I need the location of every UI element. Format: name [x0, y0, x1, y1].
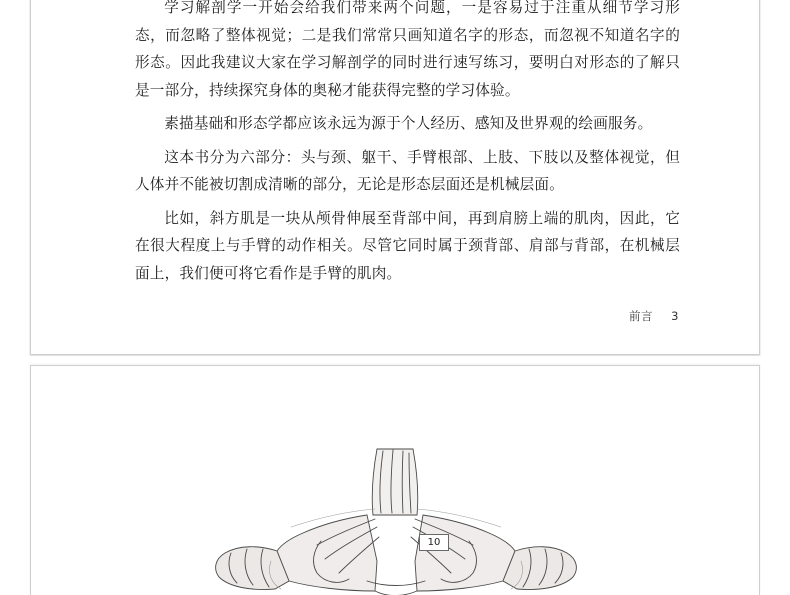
paragraph: 比如，斜方肌是一块从颅骨伸展至背部中间，再到肩膀上端的肌肉，因此，它在很大程度上与手臂的动作相关。尽管它同时属于颈背部、肩部与背部，在机械层面上，我们便可将它看作是手臂的肌肉。 — [135, 209, 680, 282]
document-page-2 — [30, 365, 760, 595]
paragraph: 素描基础和形态学都应该永远为源于个人经历、感知及世界观的绘画服务。 — [164, 115, 653, 132]
page-footer — [629, 308, 679, 324]
footer-section-label: 前言 — [629, 309, 654, 323]
illustration-area — [31, 366, 760, 595]
paragraph: 学习解剖学一开始会给我们带来两个问题，一是容易过于注重从细节学习形态，而忽略了整体视觉；二是我们常常只画知道名字的形态，而忽视不知道名字的形态。因此我建议大家在学习解剖学的同时进行速写练习，要明白对形态的了解只是一部分，持续探究身体的奥秘才能获得完整的学习体验。 — [135, 0, 680, 99]
paragraph: 这本书分为六部分：头与颈、躯干、手臂根部、上肢、下肢以及整体视觉，但人体并不能被切割成清晰的部分，无论是形态层面还是机械层面。 — [135, 148, 680, 193]
page-text-column — [135, 0, 680, 293]
page-number: 3 — [671, 309, 679, 323]
figure-number: 10 — [419, 534, 449, 551]
document-page-1 — [30, 0, 760, 355]
anatomy-sketch-icon — [171, 441, 621, 595]
